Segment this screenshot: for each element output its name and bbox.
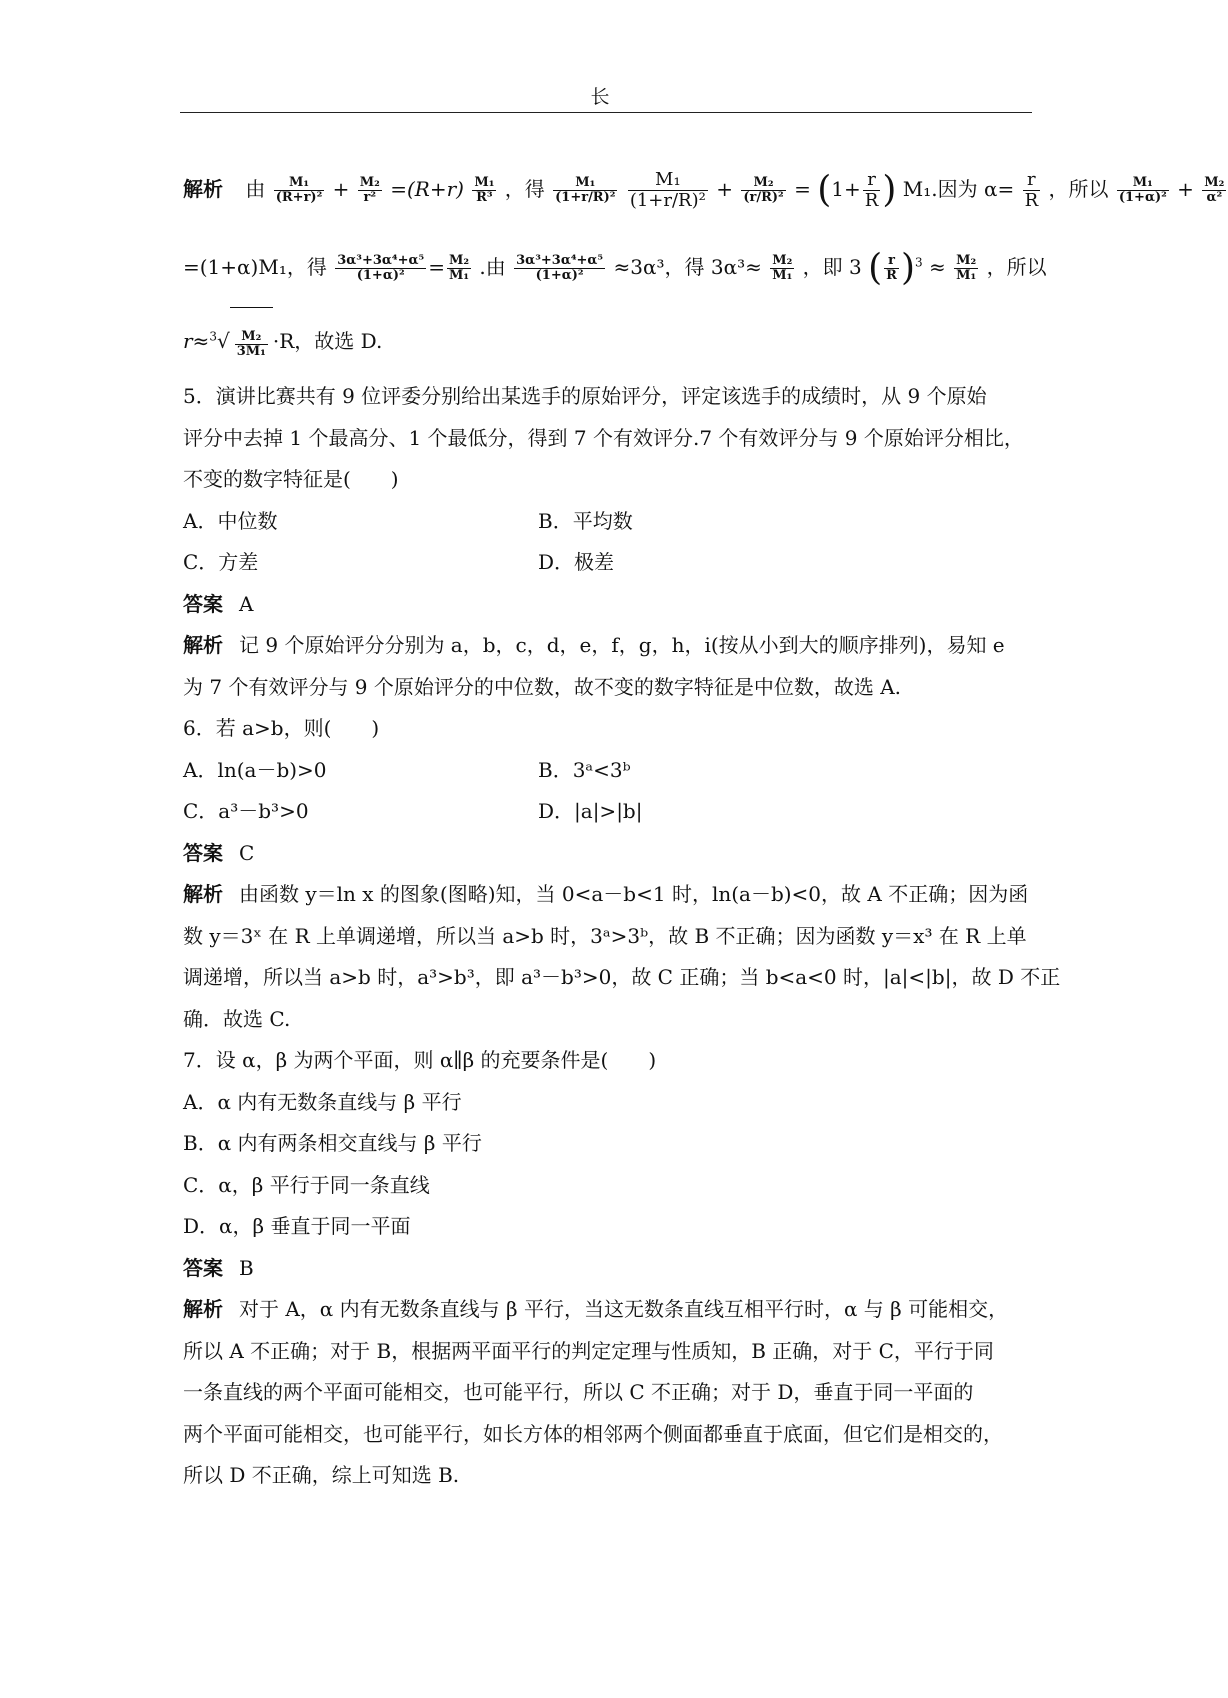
q5-option-d: D．极差 bbox=[538, 550, 615, 574]
fraction: $\frac{\text{3α³+3α⁴+α⁵}}{\text{(1+α)²}}$ bbox=[516, 252, 604, 283]
eq-text: + bbox=[332, 177, 350, 201]
fraction: $\frac{\text{M₂}}{\text{α²}}$ bbox=[1204, 174, 1225, 205]
q5-answer bbox=[183, 584, 1033, 626]
analysis-label: 解析 bbox=[183, 882, 223, 906]
q6-analysis-line-3: 调递增，所以当 a>b 时，a³>b³，即 a³－b³>0，故 C 正确；当 b<a<0 时，|a|<|b|，故 D 不正 bbox=[183, 965, 1061, 989]
paren: ( bbox=[868, 247, 883, 289]
fraction: $\frac{\text{3α³+3α⁴+α⁵}}{\text{(1+α)²}}$ bbox=[337, 252, 425, 283]
eq-text: = bbox=[794, 177, 811, 201]
answer-value: A bbox=[239, 591, 254, 616]
fraction: $\frac{r}{R}$ bbox=[864, 169, 879, 211]
fraction: $\frac{\text{M₂}}{\text{(r/R)²}}$ bbox=[743, 174, 784, 205]
eq-text: ，所以 bbox=[1048, 177, 1109, 201]
fraction: $\frac{\text{M₁}}{\text{(1+α)²}}$ bbox=[1118, 174, 1167, 205]
content bbox=[183, 150, 1225, 1497]
analysis-text: 对于 A，α 内有无数条直线与 β 平行，当这无数条直线互相平行时，α 与 β 可能相交， bbox=[239, 1297, 1009, 1321]
analysis-eq-line-1: 解析 由 $\frac{\text{M₁}}{\text{(R+r)²}}$ + $\frac{\text{M₂}}{\text{r²}}$ =(R+r) $\frac{\text{M₁}}{\text{R³}}$ ，得 $\frac{\text{M₁}}{\text{(1+r/R)²}}$ $\frac{\text{M₁}}{\text{(1+r/R)²}}$ + $\frac{\text{M₂}}{\text{(r/R)²}}$ = (1+ $\frac{r}{R}$ ) M₁.因为 α= $\frac{r}{R}$ ，所以 $\frac{\text{M₁}}{\text{(1+α)²}}$ + $\frac{\text{M₂}}{\text{α²}}$ bbox=[183, 169, 1225, 211]
fraction: $\frac{\text{M₂}}{\text{M₁}}$ bbox=[956, 252, 977, 283]
q5-option-b: B．平均数 bbox=[538, 508, 633, 533]
q7-option-b: B．α 内有两条相交直线与 β 平行 bbox=[183, 1131, 482, 1155]
eq-text: ，即 3 bbox=[802, 255, 862, 279]
page-header: 长 bbox=[590, 86, 610, 108]
q5-options-row-2 bbox=[183, 542, 1033, 584]
fraction: $\frac{\text{M₁}}{\text{(1+r/R)²}}$ bbox=[629, 169, 706, 211]
eq-text: ≈3α³，得 3α³≈ bbox=[613, 255, 762, 279]
fraction: $\frac{\text{M₂}}{\text{r²}}$ bbox=[359, 174, 380, 205]
header-rule bbox=[180, 112, 1032, 113]
q6-option-d: D．|a|>|b| bbox=[538, 799, 643, 823]
analysis-eq-line-3: r≈$^3$√ $\frac{\text{M₂}}{\text{3M₁}}$ ·R，故选 D. bbox=[183, 306, 1033, 376]
q6-analysis-line-2: 数 y＝3ˣ 在 R 上单调递增，所以当 a>b 时，3ᵃ>3ᵇ，故 B 不正确；因为函数 y＝x³ 在 R 上单 bbox=[183, 923, 1027, 948]
q6-answer bbox=[183, 833, 1033, 875]
q5-stem-line-1: 5．演讲比赛共有 9 位评委分别给出某选手的原始评分，评定该选手的成绩时，从 9 个原始 bbox=[183, 384, 987, 408]
q6-analysis-line-1 bbox=[183, 874, 1033, 916]
q7-option-d: D．α，β 垂直于同一平面 bbox=[183, 1214, 411, 1238]
q7-analysis-line-1 bbox=[183, 1289, 1033, 1331]
fraction: $\frac{\text{M₁}}{\text{(R+r)²}}$ bbox=[275, 174, 323, 205]
q7-stem: 7．设 α，β 为两个平面，则 α∥β 的充要条件是( ) bbox=[183, 1048, 657, 1072]
q7-option-c: C．α，β 平行于同一条直线 bbox=[183, 1172, 430, 1197]
cube-root bbox=[230, 307, 273, 378]
fraction: $\frac{\text{M₂}}{\text{M₁}}$ bbox=[448, 252, 470, 283]
analysis-eq-line-2: =(1+α)M₁，得 $\frac{\text{3α³+3α⁴+α⁵}}{\text{(1+α)²}}$ = $\frac{\text{M₂}}{\text{M₁}}$ .由 $\frac{\text{3α³+3α⁴+α⁵}}{\text{(1+α)²}}$ ≈3α³，得 3α³≈ $\frac{\text{M₂}}{\text{M₁}}$ ，即 3 ( $\frac{r}{R}$ )$^3$ ≈ $\frac{\text{M₂}}{\text{M₁}}$ ，所以 bbox=[183, 247, 1047, 289]
q7-option-a: A．α 内有无数条直线与 β 平行 bbox=[183, 1089, 462, 1114]
eq-text: ·R，故选 D. bbox=[272, 329, 383, 353]
analysis-label: 解析 bbox=[183, 633, 223, 657]
q5-analysis-line-1 bbox=[183, 625, 1033, 667]
q7-answer bbox=[183, 1248, 1033, 1290]
eq-text: r≈ bbox=[183, 329, 210, 353]
paren: ) bbox=[882, 169, 897, 211]
fraction: $\frac{\text{M₁}}{\text{R³}}$ bbox=[474, 174, 495, 205]
answer-label: 答案 bbox=[183, 1255, 223, 1280]
eq-text: =(1+α)M₁，得 bbox=[183, 255, 327, 279]
fraction: $\frac{r}{R}$ bbox=[1024, 169, 1039, 211]
answer-value: B bbox=[239, 1255, 254, 1280]
eq-text: + bbox=[716, 177, 733, 201]
q6-stem: 6．若 a>b，则( ) bbox=[183, 716, 380, 740]
paren: ( bbox=[817, 169, 832, 211]
q6-option-c: C．a³－b³>0 bbox=[183, 799, 309, 823]
eq-text: + bbox=[1177, 177, 1194, 201]
q5-option-c: C．方差 bbox=[183, 550, 259, 574]
analysis-text: 由函数 y＝ln x 的图象(图略)知，当 0<a－b<1 时，ln(a－b)<0，故 A 不正确；因为函 bbox=[239, 882, 1029, 906]
eq-text: =(R+r) bbox=[390, 177, 464, 201]
eq-text: .由 bbox=[479, 255, 506, 279]
q7-analysis-line-3: 一条直线的两个平面可能相交，也可能平行，所以 C 不正确；对于 D，垂直于同一平面的 bbox=[183, 1380, 974, 1404]
fraction: $\frac{\text{M₂}}{\text{3M₁}}$ bbox=[236, 328, 266, 359]
paren: ) bbox=[900, 247, 916, 289]
eq-text: M₁.因为 α= bbox=[902, 177, 1015, 201]
q7-analysis-line-2: 所以 A 不正确；对于 B，根据两平面平行的判定定理与性质知，B 正确，对于 C，平行于同 bbox=[183, 1338, 994, 1363]
answer-value: C bbox=[239, 840, 255, 865]
q6-options-row-1 bbox=[183, 750, 1033, 792]
q5-stem-line-2: 评分中去掉 1 个最高分、1 个最低分，得到 7 个有效评分.7 个有效评分与 9 个原始评分相比， bbox=[183, 425, 1024, 450]
answer-label: 答案 bbox=[183, 840, 223, 865]
q7-analysis-line-4: 两个平面可能相交，也可能平行，如长方体的相邻两个侧面都垂直于底面，但它们是相交的， bbox=[183, 1421, 1003, 1446]
q5-options-row-1 bbox=[183, 501, 1033, 543]
fraction: $\frac{\text{M₁}}{\text{(1+r/R)²}}$ bbox=[555, 174, 616, 205]
q5-option-a: A．中位数 bbox=[183, 508, 278, 533]
q6-analysis-line-4: 确．故选 C. bbox=[183, 1006, 291, 1031]
q5-analysis-line-2: 为 7 个有效评分与 9 个原始评分的中位数，故不变的数字特征是中位数，故选 A. bbox=[183, 674, 902, 699]
eq-text: ，得 bbox=[504, 177, 545, 201]
fraction: $\frac{r}{R}$ bbox=[886, 252, 897, 283]
q6-options-row-2 bbox=[183, 791, 1033, 833]
q6-option-a: A．ln(a－b)>0 bbox=[183, 757, 327, 782]
analysis-label: 解析 bbox=[183, 1297, 223, 1321]
q5-stem-line-3: 不变的数字特征是( ) bbox=[183, 467, 399, 491]
analysis-text: 记 9 个原始评分分别为 a，b，c，d，e，f，g，h，i(按从小到大的顺序排列)，易知 e bbox=[239, 633, 1005, 657]
eq-text: 由 bbox=[245, 177, 266, 201]
eq-text: ，所以 bbox=[986, 255, 1047, 279]
analysis-label: 解析 bbox=[183, 177, 223, 201]
eq-text: ≈ bbox=[929, 255, 946, 279]
q7-analysis-line-5: 所以 D 不正确，综上可知选 B. bbox=[183, 1463, 460, 1487]
answer-label: 答案 bbox=[183, 591, 223, 616]
fraction: $\frac{\text{M₂}}{\text{M₁}}$ bbox=[772, 252, 793, 283]
q6-option-b: B．3ᵃ<3ᵇ bbox=[538, 757, 631, 782]
